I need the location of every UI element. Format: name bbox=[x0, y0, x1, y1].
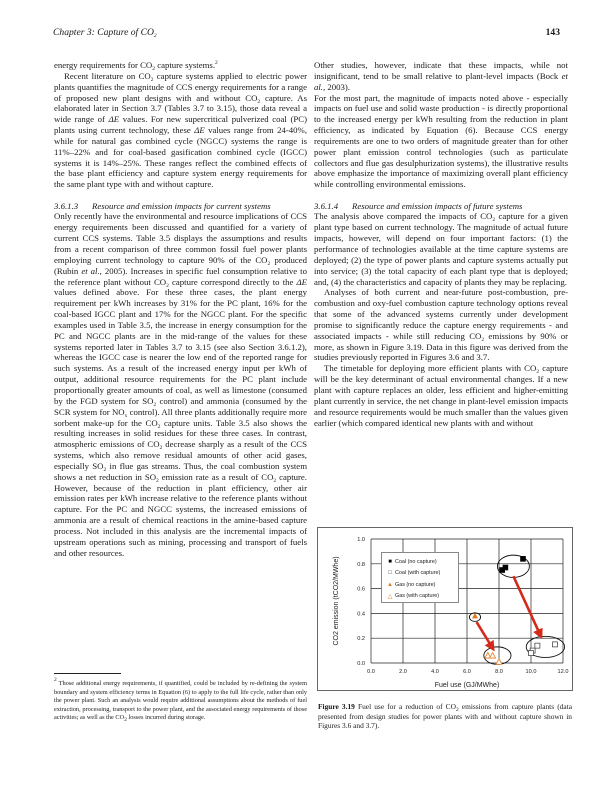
arrow bbox=[477, 622, 493, 648]
data-point-coal-with-capture bbox=[529, 651, 534, 656]
filled-square-icon: ■ bbox=[388, 558, 392, 565]
section-heading: 3.6.1.3 Resource and emission impacts for current systems bbox=[54, 200, 271, 211]
x-tick-label: 0.0 bbox=[367, 669, 375, 675]
right-column bbox=[314, 60, 568, 428]
y-axis-label: CO2 emission (tCO2/MWhe) bbox=[333, 556, 340, 646]
paragraph: energy requirements for $CO_2$ capture systems.$^2$ bbox=[54, 60, 218, 72]
paragraph: Only recently have the environmental and resource implications of CCS energy requirements been discussed and quantified for a variety of current CCS systems. Table 3.5 displays the assumptions and results from a recent comparison of three common fossil fuel power plants employing current technology to capture 90% of the $CO_2$ produced (Rubin et al., 2005). Increases in specific fuel consumption relative to the reference plant without $CO_2$ capture correspond directly to the ΔE values defined above. For these three cases, the plant energy requirement per kWh increases by 31% for the PC plant, 16% for the coal-based IGCC plant and 17% for the NGCC plant. For the specific examples used in Table 3.5, the increase in energy consumption for the PC and NGCC plants are in the mid-range of the values for these systems reported later in Tables 3.7 to 3.15 (see also Section 3.6.1.2), whereas the IGCC case is nearer the low end of the reported range for such systems. As a result of the increased energy input per kWh of output, additional resource requirements for the PC plant include proportionally greater amounts of coal, as well as limestone (consumed by the FGD system for $SO_2$ control) and ammonia (consumed by the SCR system for $NO_x$ control). All three plants additionally require more sorbent make-up for the $CO_2$ capture units. Table 3.5 also shows the resulting increases in solid residues for these three cases. In contrast, atmospheric emissions of $CO_2$ decrease sharply as a result of the CCS systems, which also remove residual amounts of other acid gases, especially $SO_2$ in flue gas streams. Thus, the coal combustion system shows a net reduction in $SO_2$ emission rate as a result of $CO_2$ capture. However, because of the reduction in plant efficiency, other air emission rates per kWh increase relative to the reference plants without capture. For the PC and NGCC systems, the increased emissions of ammonia are a result of chemical reactions in the amine-based capture process. Not included in this analysis are the incremental impacts of upstream operations such as mining, processing and transport of fuels and other resources. bbox=[54, 211, 308, 558]
data-point-coal-no-capture bbox=[520, 556, 526, 562]
footnote-ref[interactable]: 2 bbox=[215, 60, 218, 66]
footnote-divider bbox=[54, 673, 121, 674]
page-number: 143 bbox=[545, 27, 560, 38]
x-tick-label: 8.0 bbox=[495, 669, 503, 675]
y-tick-label: 1.0 bbox=[357, 537, 365, 543]
section-heading: 3.6.1.4 Resource and emission impacts of future systems bbox=[314, 200, 523, 211]
data-point-coal-no-capture bbox=[503, 565, 509, 571]
x-tick-label: 4.0 bbox=[431, 669, 439, 675]
paragraph: Analyses of both current and near-future post-combustion, pre-combustion and oxy-fuel combustion capture technology options reveal that some of the advanced systems currently under development promise to significantly reduce the capture energy requirements - and associated impacts - while still reducing $CO_2$ emissions by 90% or more, as shown in Figure 3.19. Data in this figure was derived from the studies previously reported in Figures 3.6 and 3.7. bbox=[314, 287, 568, 363]
x-axis-label: Fuel use (GJ/MWhe) bbox=[434, 682, 500, 689]
footnote: $^2$ Those additional energy requirements, if quantified, could be included by re-defining the system boundary and system efficiency terms in Equation (6) to apply to the full life cycle, rather than only the power plant. Such an analysis would require additional assumptions about the methods of fuel extraction, processing, transport to the power plant, and the associated energy requirements of those activities; as well as the $CO_2$ losses incurred during storage. bbox=[54, 677, 307, 724]
figure-caption: Figure 3.19 Fuel use for a reduction of $CO_2$ emissions from capture plants (data presented from design studies for power plants with and without capture shown in Figures 3.6 and 3.7). bbox=[318, 702, 572, 731]
paragraph: For the most part, the magnitude of impacts noted above - especially impacts on fuel use and solid waste production - is directly proportional to the increased energy per kWh resulting from the reduction in plant efficiency, as indicated by Equation (6). Because CCS energy requirements are one to two orders of magnitude greater than for other power plant emission control technologies (such as particulate collectors and flue gas desulphurization systems), the illustrative results above emphasize the importance of maximizing overall plant efficiency while controlling environmental emissions. bbox=[314, 92, 568, 190]
chapter-title: Chapter 3: Capture of $CO_2$ bbox=[53, 27, 157, 39]
legend-item: □ Coal (with capture) bbox=[388, 570, 441, 577]
open-triangle-icon: △ bbox=[387, 593, 393, 600]
paragraph: Other studies, however, indicate that these impacts, while not insignificant, tend to be small relative to plant-level impacts (Bock et al., 2003). bbox=[314, 60, 568, 92]
filled-triangle-icon: ▲ bbox=[387, 581, 393, 588]
y-tick-label: 0.4 bbox=[357, 611, 365, 618]
x-tick-label: 12.0 bbox=[557, 669, 569, 675]
y-tick-label: 0.0 bbox=[357, 661, 365, 667]
paragraph: The timetable for deploying more efficient plants with $CO_2$ capture will be the key determinant of actual environmental changes. If a new plant with capture replaces an older, less efficient and higher-emitting plant currently in service, the net change in plant-level emission impacts and resource requirements would be much smaller than the values given earlier (which compared identical new plants with and without bbox=[314, 363, 568, 428]
left-column bbox=[54, 60, 307, 558]
legend-item: ■ Coal (no capture) bbox=[388, 558, 437, 565]
data-point-coal-with-capture bbox=[535, 643, 540, 648]
figure-3-19 bbox=[317, 527, 573, 691]
chart-legend bbox=[381, 552, 459, 603]
arrow bbox=[513, 576, 540, 636]
data-point-gas-with-capture bbox=[490, 653, 496, 659]
data-point-coal-with-capture bbox=[553, 642, 558, 647]
open-square-icon: □ bbox=[388, 570, 392, 577]
paragraph: The analysis above compared the impacts of $CO_2$ capture for a given plant type based on current technology. The magnitude of actual future impacts, however, will depend on four important factors: (1) the performance of technologies available at the time capture systems are deployed; (2) the type of power plants and capture systems actually put into service; (3) the total capacity of each plant type that is deployed; and, (4) the characteristics and capacity of plants they may be replacing. bbox=[314, 211, 568, 287]
data-point-gas-with-capture bbox=[496, 659, 502, 665]
legend-item: △ Gas (with capture) bbox=[387, 593, 440, 600]
x-tick-label: 2.0 bbox=[399, 669, 407, 675]
x-tick-label: 6.0 bbox=[463, 669, 471, 675]
y-tick-label: 0.8 bbox=[357, 561, 365, 568]
y-tick-label: 0.6 bbox=[357, 586, 365, 593]
paragraph: Recent literature on $CO_2$ capture systems applied to electric power plants quantifies the magnitude of CCS energy requirements for a range of proposed new plant designs with and without $CO_2$ capture. As elaborated later in Section 3.7 (Tables 3.7 to 3.15), those data reveal a wide range of ΔE values. For new supercritical pulverized coal (PC) plants using current technology, these ΔE values range from 24-40%, while for natural gas combined cycle (NGCC) systems the range is 11%–22% and for coal-based gasification combined cycle (IGCC) systems it is 14%–25%. These ranges reflect the combined effects of the base plant efficiency and capture system energy requirements for the same plant type with and without capture. bbox=[54, 70, 308, 190]
running-header bbox=[53, 27, 560, 41]
legend-item: ▲ Gas (no capture) bbox=[387, 581, 436, 588]
y-tick-label: 0.2 bbox=[357, 636, 365, 643]
x-tick-label: 10.0 bbox=[525, 669, 537, 675]
